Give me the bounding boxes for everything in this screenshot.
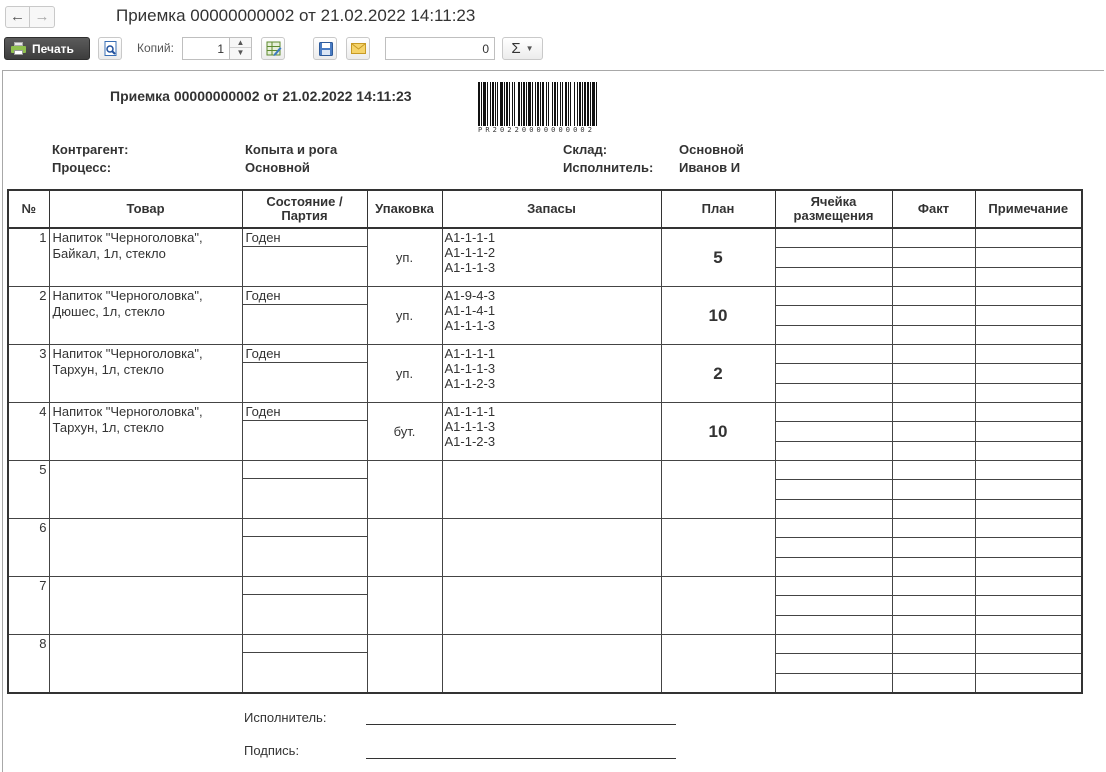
row-number: 7	[8, 577, 49, 635]
barcode-text: PR20220000000002	[478, 126, 596, 134]
fact-cell	[892, 635, 975, 694]
save-button[interactable]	[313, 37, 337, 60]
stock-cell-code: А1-1-2-3	[444, 376, 496, 391]
state-value	[243, 461, 367, 479]
col-header-goods: Товар	[49, 190, 242, 228]
state-cell	[242, 403, 367, 461]
table-edit-icon	[266, 41, 282, 57]
placement-cell	[775, 577, 892, 635]
table-row	[8, 519, 1082, 577]
process-label: Процесс:	[52, 160, 112, 175]
stock-cell	[442, 577, 661, 635]
edit-mode-button[interactable]	[261, 37, 285, 60]
goods-name	[49, 577, 242, 635]
counterparty-value: Копыта и рога	[245, 142, 338, 157]
stock-cell	[442, 403, 661, 461]
col-header-note: Примечание	[975, 190, 1082, 228]
note-cell	[975, 461, 1082, 519]
copies-label: Копий:	[137, 41, 174, 55]
window-title: Приемка 00000000002 от 21.02.2022 14:11:23	[116, 6, 476, 25]
spin-down-icon[interactable]: ▼	[236, 48, 245, 57]
plan-value	[661, 461, 775, 519]
stock-cell-code: А1-1-1-3	[444, 361, 496, 376]
stock-cell-code: А1-9-4-3	[444, 288, 496, 303]
sum-menu-button[interactable]	[502, 37, 543, 60]
table-row	[8, 635, 1082, 694]
state-cell	[242, 635, 367, 694]
stock-cell-code: А1-1-1-2	[444, 245, 496, 260]
placement-cell	[775, 461, 892, 519]
stock-cell-code: А1-1-1-3	[444, 318, 496, 333]
stock-cell	[442, 635, 661, 694]
plan-value: 2	[661, 345, 775, 403]
plan-value: 10	[661, 287, 775, 345]
copies-input[interactable]	[182, 37, 230, 60]
goods-name: Напиток "Черноголовка", Тархун, 1л, стекло	[49, 403, 242, 461]
col-header-fact: Факт	[892, 190, 975, 228]
printer-icon	[11, 42, 26, 55]
placement-cell	[775, 403, 892, 461]
table-row	[8, 577, 1082, 635]
state-value: Годен	[243, 229, 367, 247]
window-titlebar	[0, 0, 1106, 34]
pack-value: бут.	[367, 403, 442, 461]
note-cell	[975, 635, 1082, 694]
fact-cell	[892, 287, 975, 345]
copies-spinner[interactable]	[230, 37, 252, 60]
sigma-icon: Σ	[511, 40, 521, 57]
state-cell	[242, 228, 367, 287]
goods-name	[49, 461, 242, 519]
print-button-label: Печать	[32, 41, 74, 56]
state-value	[243, 635, 367, 653]
state-value: Годен	[243, 287, 367, 305]
note-cell	[975, 519, 1082, 577]
state-value: Годен	[243, 403, 367, 421]
pack-value: уп.	[367, 228, 442, 287]
stock-cell	[442, 519, 661, 577]
placement-cell	[775, 228, 892, 287]
state-cell	[242, 287, 367, 345]
placement-cell	[775, 345, 892, 403]
executor-value: Иванов И	[679, 160, 741, 175]
state-value	[243, 577, 367, 595]
executor-label: Исполнитель:	[563, 160, 654, 175]
stock-cell-code: А1-1-1-1	[444, 346, 496, 361]
row-number: 2	[8, 287, 49, 345]
forward-button[interactable]	[30, 6, 55, 28]
row-number: 4	[8, 403, 49, 461]
stock-cell-code: А1-1-1-1	[444, 404, 496, 419]
arrow-right-icon: →	[34, 8, 50, 25]
row-number: 3	[8, 345, 49, 403]
stock-cell	[442, 287, 661, 345]
plan-value: 10	[661, 403, 775, 461]
fact-cell	[892, 519, 975, 577]
goods-name: Напиток "Черноголовка", Дюшес, 1л, стекло	[49, 287, 242, 345]
state-cell	[242, 519, 367, 577]
send-email-button[interactable]	[346, 37, 370, 60]
plan-value	[661, 519, 775, 577]
placement-cell	[775, 519, 892, 577]
arrow-left-icon: ←	[10, 8, 25, 25]
plan-value	[661, 577, 775, 635]
preview-icon	[104, 41, 118, 57]
col-header-state: Состояние / Партия	[242, 190, 367, 228]
barcode	[478, 82, 682, 134]
barcode-bars	[478, 82, 682, 126]
note-cell	[975, 345, 1082, 403]
footer-signature-label: Подпись:	[244, 743, 300, 758]
chevron-down-icon: ▼	[525, 44, 534, 53]
counterparty-label: Контрагент:	[52, 142, 129, 157]
state-cell	[242, 577, 367, 635]
executor-signature-line	[366, 724, 676, 725]
note-cell	[975, 577, 1082, 635]
stock-cell	[442, 461, 661, 519]
stock-cell	[442, 228, 661, 287]
col-header-num: №	[8, 190, 49, 228]
table-header-row	[8, 190, 1082, 228]
placement-cell	[775, 635, 892, 694]
note-cell	[975, 403, 1082, 461]
warehouse-value: Основной	[679, 142, 744, 157]
stock-cell-code: А1-1-4-1	[444, 303, 496, 318]
state-value: Годен	[243, 345, 367, 363]
state-value	[243, 519, 367, 537]
col-header-pack: Упаковка	[367, 190, 442, 228]
table-row	[8, 403, 1082, 461]
pack-value: уп.	[367, 287, 442, 345]
envelope-icon	[351, 43, 366, 54]
row-number: 1	[8, 228, 49, 287]
back-button[interactable]	[5, 6, 30, 28]
stock-cell	[442, 345, 661, 403]
row-number: 6	[8, 519, 49, 577]
goods-table	[7, 189, 1083, 694]
pack-value	[367, 519, 442, 577]
warehouse-label: Склад:	[563, 142, 608, 157]
note-cell	[975, 228, 1082, 287]
document-title: Приемка 00000000002 от 21.02.2022 14:11:23	[110, 88, 412, 104]
floppy-disk-icon	[319, 42, 333, 56]
plan-value: 5	[661, 228, 775, 287]
table-row	[8, 345, 1082, 403]
placement-cell	[775, 287, 892, 345]
fact-cell	[892, 228, 975, 287]
row-number: 8	[8, 635, 49, 694]
col-header-stock: Запасы	[442, 190, 661, 228]
row-number: 5	[8, 461, 49, 519]
stock-cell-code: А1-1-1-1	[444, 230, 496, 245]
signature-line	[366, 758, 676, 759]
state-cell	[242, 345, 367, 403]
pack-value	[367, 577, 442, 635]
goods-name	[49, 519, 242, 577]
stock-cell-code: А1-1-2-3	[444, 434, 496, 449]
footer-executor-label: Исполнитель:	[244, 710, 327, 725]
stock-cell-code: А1-1-1-3	[444, 419, 496, 434]
stock-cell-code: А1-1-1-3	[444, 260, 496, 275]
goods-name: Напиток "Черноголовка", Байкал, 1л, стекло	[49, 228, 242, 287]
plan-value	[661, 635, 775, 694]
table-row	[8, 461, 1082, 519]
pack-value	[367, 635, 442, 694]
goods-name: Напиток "Черноголовка", Тархун, 1л, стекло	[49, 345, 242, 403]
fact-cell	[892, 577, 975, 635]
fact-cell	[892, 403, 975, 461]
table-row	[8, 287, 1082, 345]
pack-value	[367, 461, 442, 519]
print-button[interactable]	[4, 37, 90, 60]
note-cell	[975, 287, 1082, 345]
goods-name	[49, 635, 242, 694]
spin-up-icon[interactable]: ▲	[230, 38, 251, 48]
col-header-cell: Ячейка размещения	[775, 190, 892, 228]
fact-cell	[892, 345, 975, 403]
process-value: Основной	[245, 160, 310, 175]
col-header-plan: План	[661, 190, 775, 228]
preview-button[interactable]	[98, 37, 122, 60]
toolbar	[0, 36, 1106, 64]
pack-value: уп.	[367, 345, 442, 403]
state-cell	[242, 461, 367, 519]
sum-field[interactable]	[385, 37, 495, 60]
fact-cell	[892, 461, 975, 519]
table-row	[8, 228, 1082, 287]
